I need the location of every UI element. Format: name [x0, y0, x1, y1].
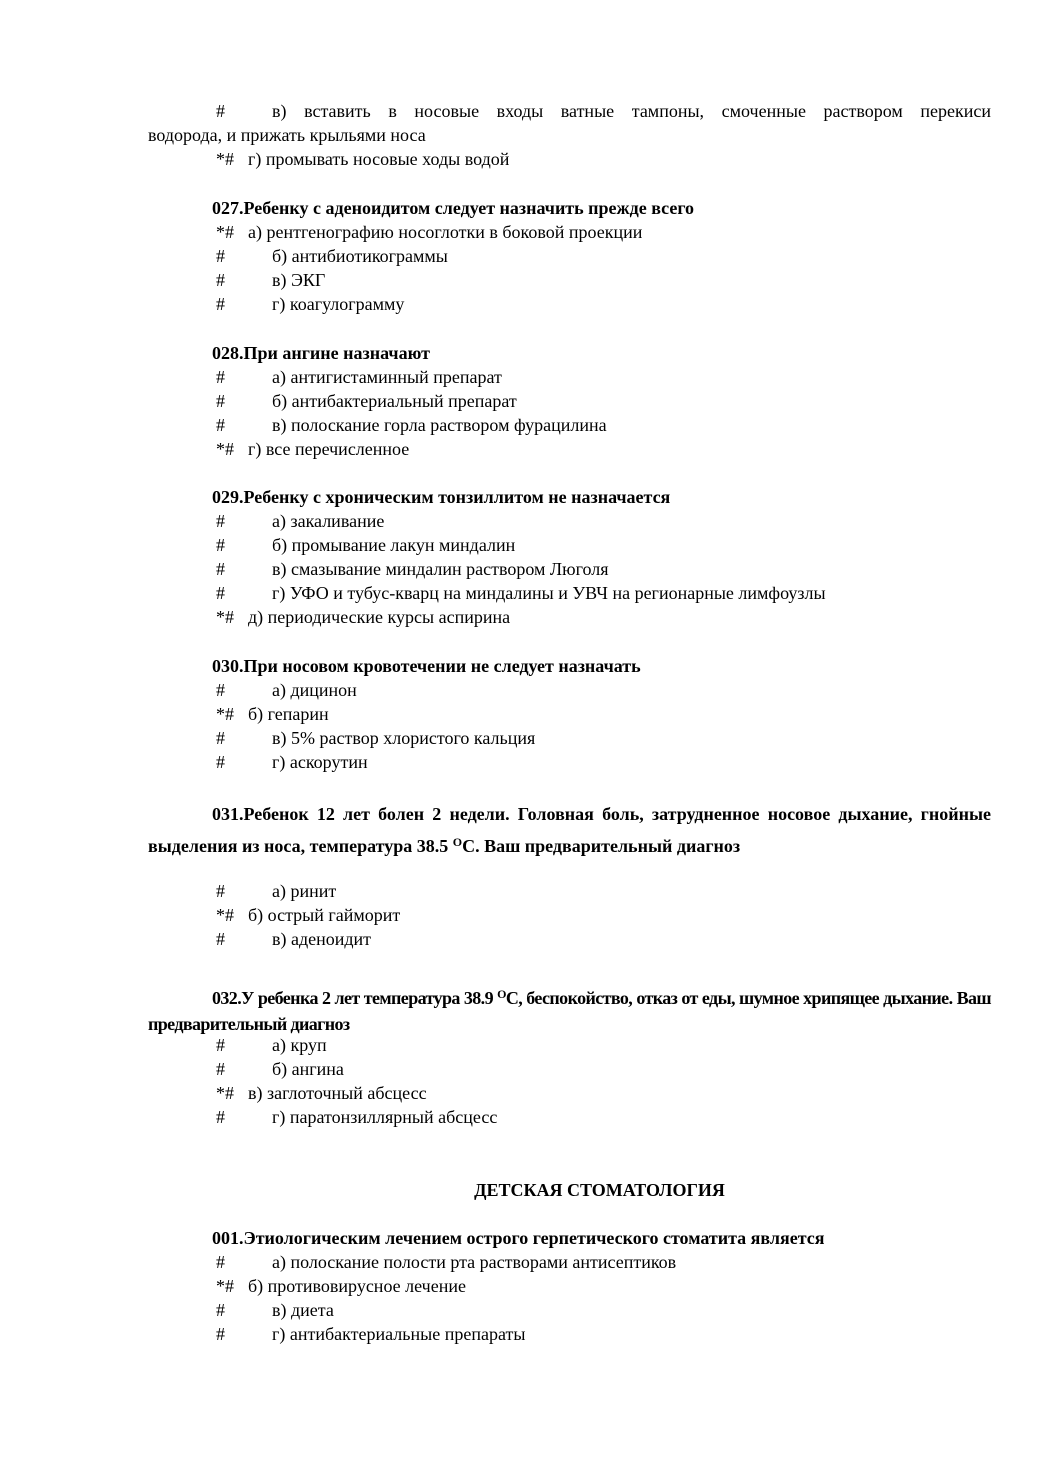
option-marker: # — [216, 367, 225, 387]
option-marker: # — [216, 1107, 225, 1127]
option-marker: # — [216, 680, 225, 700]
option-marker: *# — [216, 439, 234, 459]
option-text: в) заглоточный абсцесс — [248, 1083, 427, 1103]
option-marker: # — [216, 929, 225, 949]
option-text: а) антигистаминный препарат — [272, 367, 502, 387]
option-text: б) ангина — [272, 1059, 344, 1079]
option-text: д) периодические курсы аспирина — [248, 607, 511, 627]
option-text: г) паратонзиллярный абсцесс — [272, 1107, 498, 1127]
option-marker: # — [216, 270, 225, 290]
option-marker: # — [216, 511, 225, 531]
option-text: г) коагулограмму — [272, 294, 405, 314]
option-marker: # — [216, 294, 225, 314]
option-marker: *# — [216, 905, 234, 925]
option-text: в) полоскание горла раствором фурацилина — [272, 415, 607, 435]
option-text: г) все перечисленное — [248, 439, 410, 459]
option-marker: # — [216, 391, 225, 411]
option-text: в) аденоидит — [272, 929, 372, 949]
option-marker: # — [216, 101, 225, 121]
question-title — [148, 798, 991, 862]
option-text: б) гепарин — [248, 704, 329, 724]
option-text: г) аскорутин — [272, 752, 368, 772]
option-marker: # — [216, 1035, 225, 1055]
option-text: в) диета — [272, 1300, 334, 1320]
option-text: б) острый гайморит — [248, 905, 401, 925]
option-text: а) ринит — [272, 881, 337, 901]
question-title: 027.Ребенку с аденоидитом следует назначить прежде всего — [212, 198, 695, 218]
question-title: 029.Ребенку с хроническим тонзиллитом не назначается — [212, 487, 671, 507]
option-text-continued: водорода, и прижать крыльями носа — [148, 125, 426, 145]
option-marker: *# — [216, 704, 234, 724]
option-text: в) смазывание миндалин раствором Люголя — [272, 559, 609, 579]
option-marker: # — [216, 1300, 225, 1320]
option-text: а) дицинон — [272, 680, 357, 700]
section-heading: ДЕТСКАЯ СТОМАТОЛОГИЯ — [474, 1180, 725, 1200]
option-marker: *# — [216, 1083, 234, 1103]
option-marker: # — [216, 415, 225, 435]
option-text: в) 5% раствор хлористого кальция — [272, 728, 536, 748]
option-marker: # — [216, 583, 225, 603]
degree-superscript: О — [452, 835, 463, 849]
option-marker: *# — [216, 222, 234, 242]
option-text: б) промывание лакун миндалин — [272, 535, 516, 555]
option-marker: *# — [216, 149, 234, 169]
option-text: а) закаливание — [272, 511, 385, 531]
option-text: а) полоскание полости рта растворами антисептиков — [272, 1252, 677, 1272]
option-marker: # — [216, 728, 225, 748]
option-marker: # — [216, 535, 225, 555]
option-marker: # — [216, 559, 225, 579]
option-text: в) вставить в носовые входы ватные тампоны, смоченные раствором перекиси — [272, 101, 991, 121]
option-line — [216, 99, 225, 123]
option-marker: # — [216, 1324, 225, 1344]
question-title-part2: С, беспокойство, отказ от еды, шумное хрипящее дыхание. Ваш предварительный диагноз — [148, 988, 991, 1034]
option-text: г) промывать носовые ходы водой — [248, 149, 510, 169]
option-text: б) антибактериальный препарат — [272, 391, 517, 411]
option-marker: *# — [216, 607, 234, 627]
option-text: б) противовирусное лечение — [248, 1276, 466, 1296]
question-title-part2: С. Ваш предварительный диагноз — [462, 836, 741, 856]
option-text: а) рентгенографию носоглотки в боковой проекции — [248, 222, 643, 242]
option-text: а) круп — [272, 1035, 327, 1055]
option-text: г) УФО и тубус-кварц на миндалины и УВЧ на регионарные лимфоузлы — [272, 583, 826, 603]
option-marker: # — [216, 1252, 225, 1272]
question-title: 028.При ангине назначают — [212, 343, 430, 363]
option-text: г) антибактериальные препараты — [272, 1324, 526, 1344]
question-title — [148, 985, 991, 1037]
option-text: б) антибиотикограммы — [272, 246, 448, 266]
option-marker: # — [216, 246, 225, 266]
question-title: 001.Этиологическим лечением острого герпетического стоматита является — [212, 1228, 825, 1248]
question-title: 030.При носовом кровотечении не следует назначать — [212, 656, 641, 676]
option-marker: *# — [216, 1276, 234, 1296]
question-title-part1: 031.Ребенок 12 лет болен 2 недели. Головная боль, затрудненное носовое дыхание, гнойные выделения из носа, температура 38.5 — [148, 804, 991, 856]
degree-superscript: О — [497, 987, 506, 1001]
question-title-part1: 032.У ребенка 2 лет температура 38.9 — [212, 988, 498, 1008]
option-marker: # — [216, 881, 225, 901]
option-text: в) ЭКГ — [272, 270, 326, 290]
option-marker: # — [216, 752, 225, 772]
option-marker: # — [216, 1059, 225, 1079]
